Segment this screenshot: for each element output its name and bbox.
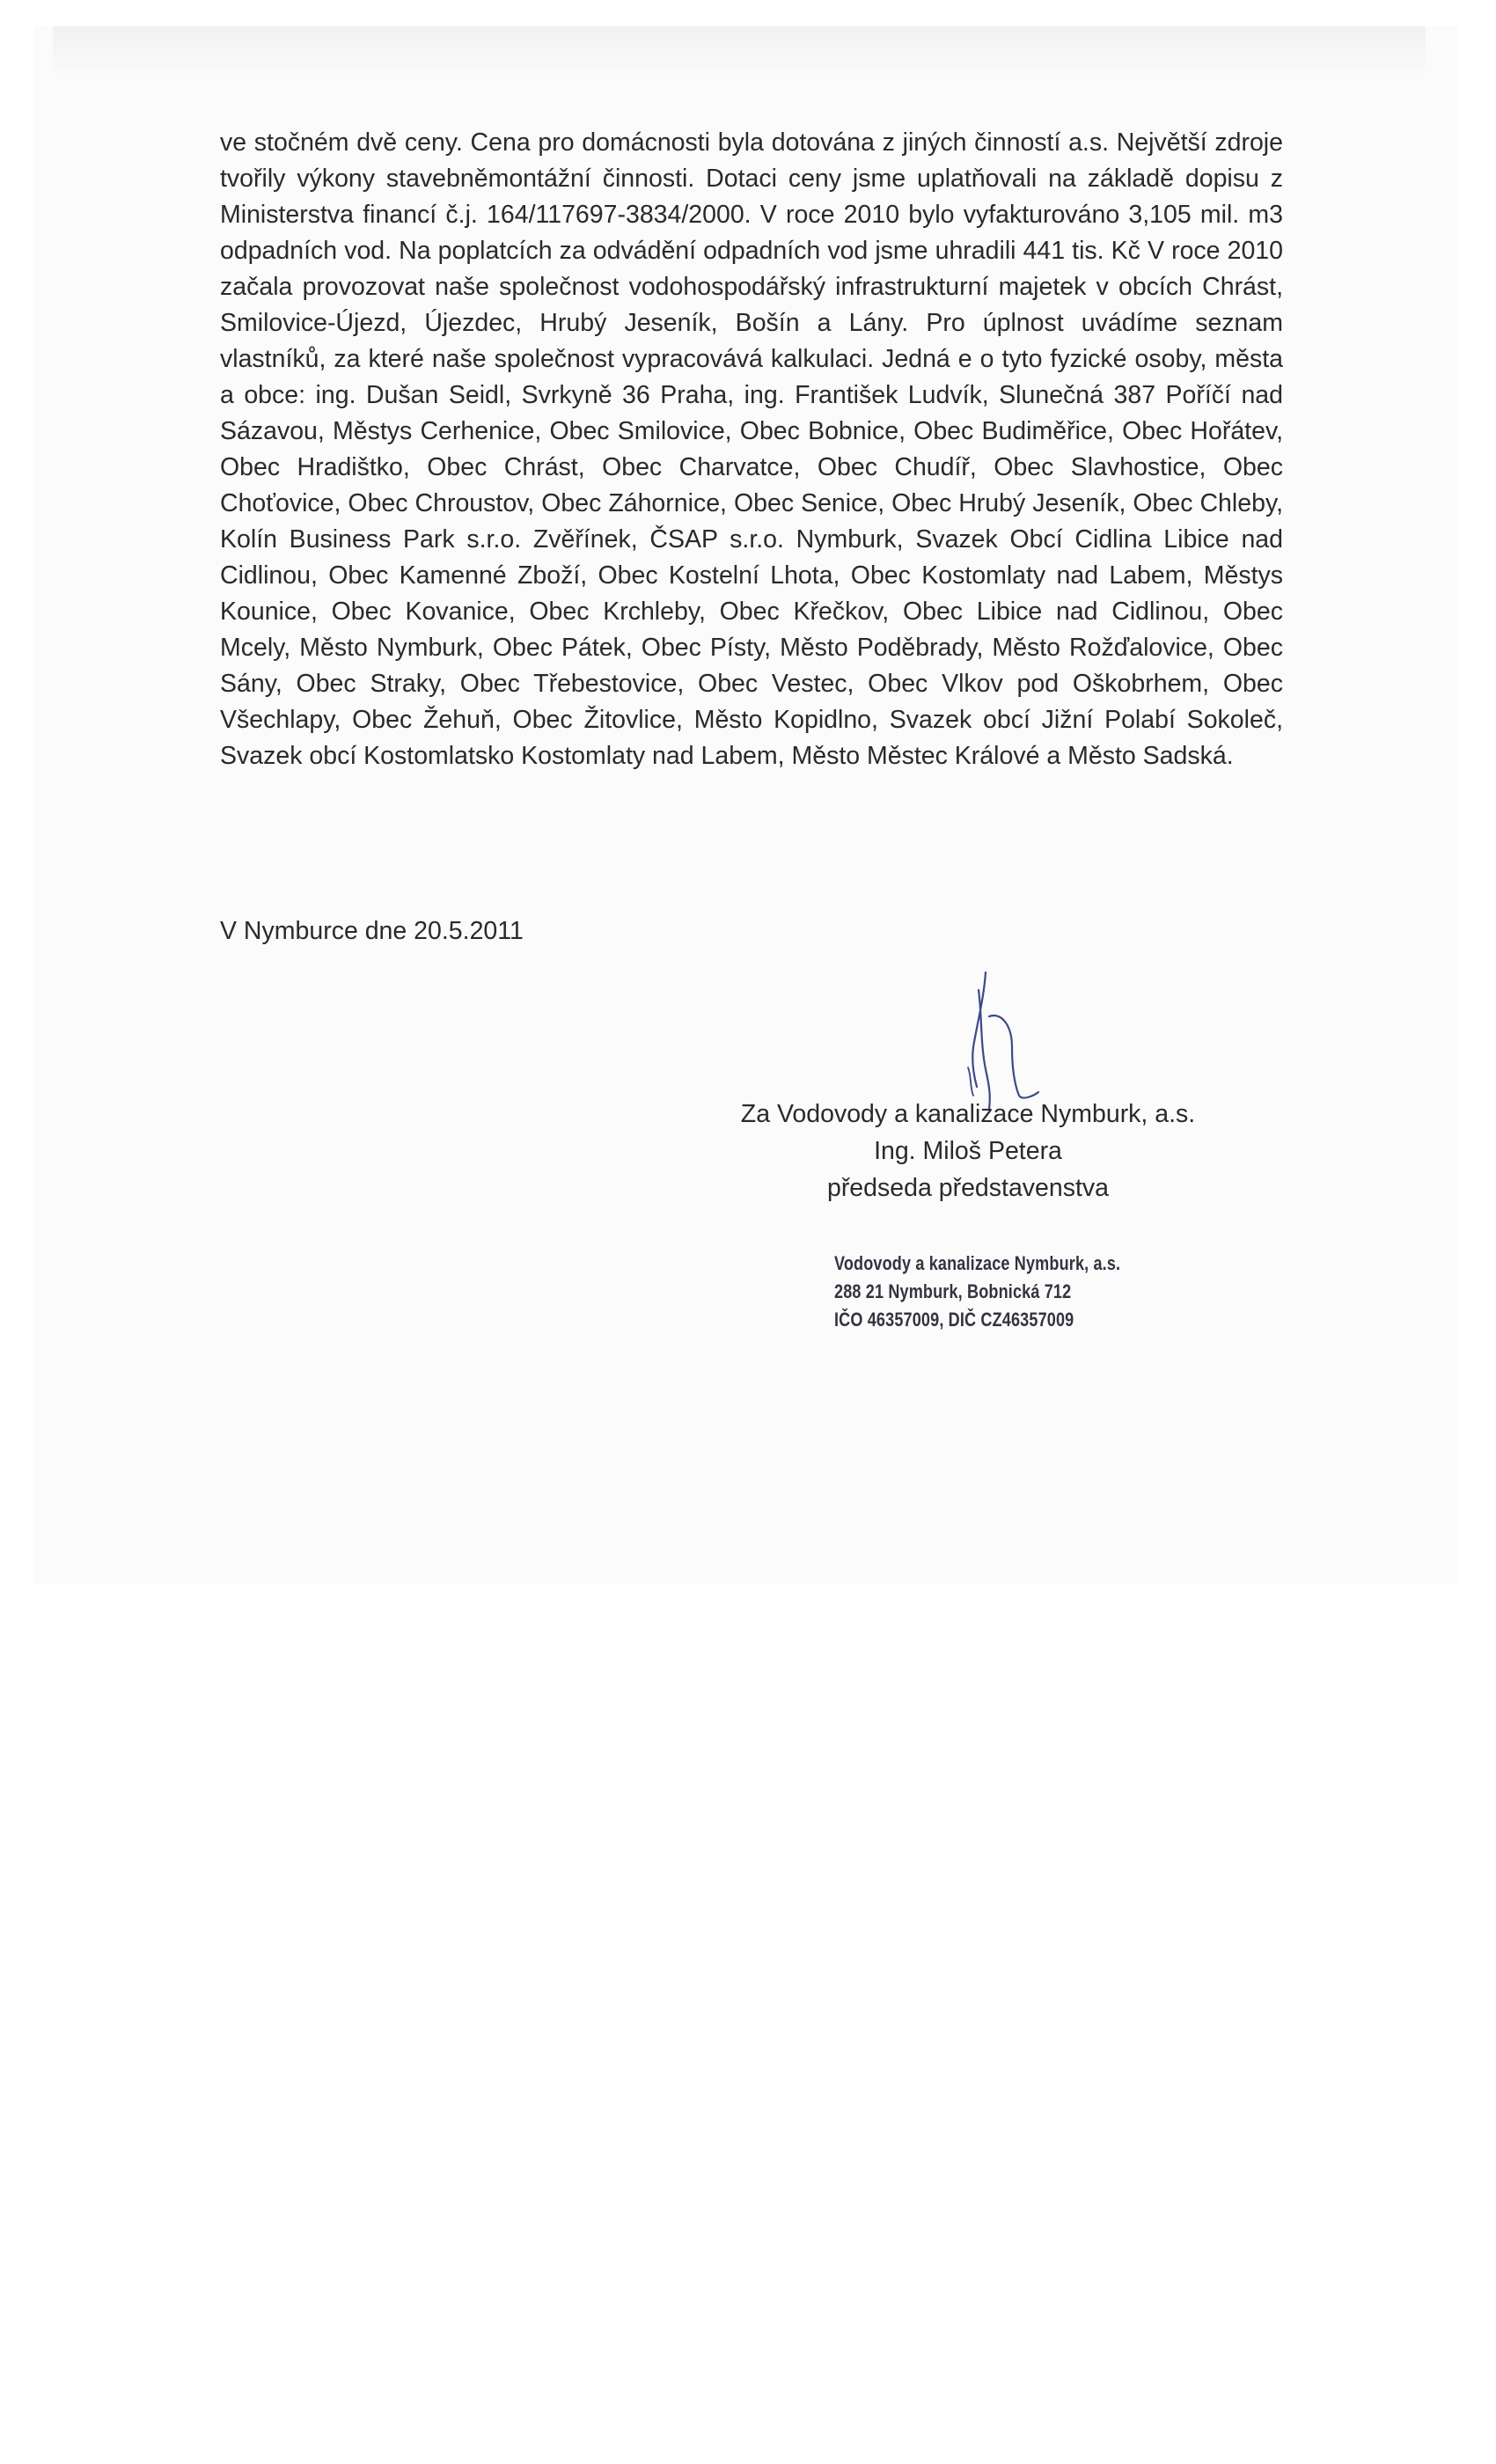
stamp-line-address: 288 21 Nymburk, Bobnická 712 [834,1280,1072,1302]
body-paragraph: ve stočném dvě ceny. Cena pro domácnosti byla dotována z jiných činností a.s. Největší zdroje tvořily výkony stavebněmontážní činnosti. Dotaci ceny jsme uplatňovali na základě dopisu z Ministerstva financí č.j. 164/117697-3834/2000. V roce 2010 bylo vyfakturováno 3,105 mil. m3 odpadních vod. Na poplatcích za odvádění odpadních vod jsme uhradili 441 tis. Kč V roce 2010 začala provozovat naše společnost vodohospodářský infrastrukturní majetek v obcích Chrást, Smilovice-Újezd, Újezdec, Hrubý Jeseník, Bošín a Lány. Pro úplnost uvádíme seznam vlastníků, za které naše společnost vypracovává kalkulaci. Jedná e o tyto fyzické osoby, města a obce: ing. Dušan Seidl, Svrkyně 36 Praha, ing. František Ludvík, Slunečná 387 Poříčí nad Sázavou, Městys Cerhenice, Obec Smilovice, Obec Bobnice, Obec Budiměřice, Obec Hořátev, Obec Hradištko, Obec Chrást, Obec Charvatce, Obec Chudíř, Obec Slavhostice, Obec Choťovice, Obec Chroustov, Obec Záhornice, Obec Senice, Obec Hrubý Jeseník, Obec Chleby, Kolín Business Park s.r.o. Zvěřínek, ČSAP s.r.o. Nymburk, Svazek Obcí Cidlina Libice nad Cidlinou, Obec Kamenné Zboží, Obec Kostelní Lhota, Obec Kostomlaty nad Labem, Městys Kounice, Obec Kovanice, Obec Krchleby, Obec Křečkov, Obec Libice nad Cidlinou, Obec Mcely, Město Nymburk, Obec Pátek, Obec Písty, Město Poděbrady, Město Rožďalovice, Obec Sány, Obec Straky, Obec Třebestovice, Obec Vestec, Obec Vlkov pod Oškobrhem, Obec Všechlapy, Obec Žehuň, Obec Žitovlice, Město Kopidlno, Svazek obcí Jižní Polabí Sokoleč, Svazek obcí Kostomlatsko Kostomlaty nad Labem, Město Městec Králové a Město Sadská. [220,128,1283,770]
signatory-name: Ing. Miloš Petera [874,1137,1062,1165]
handwritten-signature [950,964,1056,1113]
signature-block [730,1096,1206,1206]
signatory-role: předseda představenstva [826,1174,1110,1202]
signatory-company: Za Vodovody a kanalizace Nymburk, a.s. [740,1100,1196,1128]
date-line: V Nymburce dne 20.5.2011 [220,917,524,945]
stamp-line-ids: IČO 46357009, DIČ CZ46357009 [834,1309,1074,1331]
stamp-line-company: Vodovody a kanalizace Nymburk, a.s. [834,1252,1121,1274]
scan-shadow [53,26,1426,79]
company-stamp [834,1250,1120,1334]
letter-body [220,125,1283,774]
